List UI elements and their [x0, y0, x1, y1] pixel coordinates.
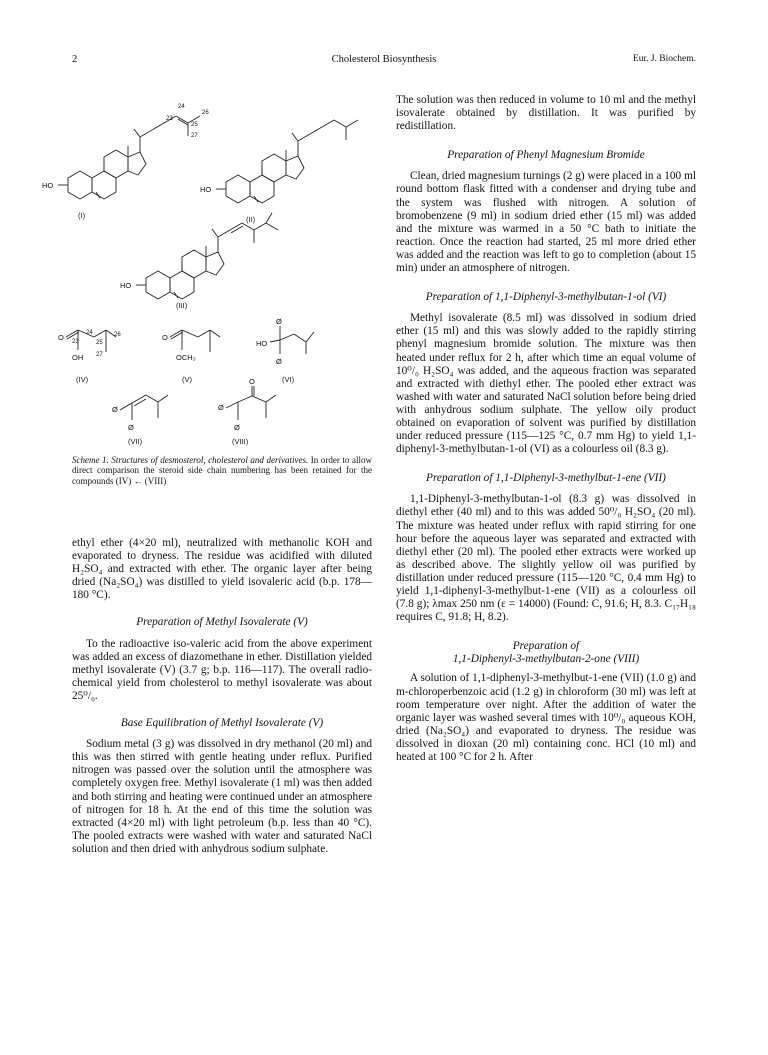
paragraph-compound-VIII: A solution of 1,1-diphenyl-3-methylbut-1-ene (VII) (1.0 g) and m-chloroperbenzoic acid (1.2 g) in chloroform (30 ml) was left at room temperature over night. After the addition of water the organic layer was washed several times with 10⁰/₀ aqueous KOH, dried (Na₂SO₄) and evaporated to dryness. The residue was dissolved in dioxan (20 ml) containing conc. HCl (10 ml) and heated at 100 °C for 2 h. After	[396, 672, 696, 764]
caption-text: In order to allow direct comparison the steroid side chain numbering has been retained for the compounds (IV) ← (VIII)	[72, 455, 372, 486]
label-o-IV: O	[58, 333, 64, 342]
label-o-V: O	[162, 333, 168, 342]
label-ho-VI: HO	[256, 339, 268, 348]
structure-I	[58, 116, 200, 199]
label-c23: 23	[166, 116, 173, 122]
journal-name: Eur. J. Biochem.	[632, 54, 696, 64]
structure-VII	[120, 395, 168, 420]
page-number: 2	[72, 54, 78, 65]
label-o-VIII: O	[249, 377, 255, 386]
label-c23-IV: 23	[72, 339, 79, 345]
compound-id-VI: (VI)	[282, 375, 295, 384]
heading-compound-VI: Preparation of 1,1-Diphenyl-3-methylbutan-1-ol (VI)	[425, 291, 667, 304]
label-ph-VII-left: Ø	[112, 405, 118, 414]
heading-compound-VII: Preparation of 1,1-Diphenyl-3-methylbut-1-ene (VII)	[426, 472, 666, 485]
page-header	[72, 54, 696, 68]
paragraph-compound-VI: Methyl isovalerate (8.5 ml) was dissolved in sodium dried ether (15 ml) and this was slowly added to the rapidly stirring phenyl magnesium bromide solution. The mixture was then heated under reflux for 2 h, after which time an equal volume of 10⁰/₀ H₂SO₄ was added, and the aqueous fraction was separated and extracted with diethyl ether. The pooled ether extract was washed with water and saturated NaCl solution before being dried with anhydrous sodium sulphate. The yellow oily product obtained on evaporation of solvent was purified by distillation under reduced pressure (115—125 °C, 0.7 mm Hg) to yield 1,1-diphenyl-3-methylbutan-1-ol (VI) as a colourless oil (8.3 g).	[396, 312, 696, 456]
compound-id-I: (I)	[78, 211, 86, 220]
right-column	[396, 94, 696, 764]
paragraph-phenyl-magnesium-bromide: Clean, dried magnesium turnings (2 g) were placed in a 100 ml round bottom flask fitted with a condenser and drying tube and the system was flushed with nitrogen. A solution of bromobenzene (9 ml) in sodium dried ether (15 ml) was added and the mixture was warmed in a 50 °C bath to initiate the reaction. Once the reaction had started, 25 ml more dried ether was added and the reaction was left to go to completion (about 15 min) under an atmosphere of nitrogen.	[396, 170, 696, 275]
label-ph-VI-bottom: Ø	[276, 357, 282, 366]
scheme-1-structures	[42, 90, 378, 450]
structure-VIII	[226, 386, 276, 420]
paragraph-top: The solution was then reduced in volume to 10 ml and the methyl isovalerate obtained by distillation. It was purified by redistillation.	[396, 94, 696, 133]
label-c24: 24	[178, 104, 185, 110]
label-c26-IV: 26	[114, 332, 121, 338]
label-ph-VII-bottom: Ø	[128, 423, 134, 432]
label-ph-VIII-bottom: Ø	[234, 423, 240, 432]
paragraph-methyl-isovalerate: To the radioactive iso-valeric acid from the above experiment was added an excess of diazomethane in ether. Distillation yielded methyl isovalerate (V) (3.7 g; b.p. 116—117). The overall radiochemical yield from cholesterol to methyl isovalerate was about 25⁰/₀.	[72, 637, 372, 702]
label-c27-IV: 27	[96, 352, 103, 358]
label-ho-I: HO	[42, 181, 54, 190]
label-ph-VIII-left: Ø	[218, 403, 224, 412]
heading-phenyl-magnesium-bromide: Preparation of Phenyl Magnesium Bromide	[447, 149, 645, 162]
label-och3-V: OCH₃	[176, 353, 196, 362]
heading-methyl-isovalerate: Preparation of Methyl Isovalerate (V)	[136, 616, 308, 629]
label-ho-III: HO	[120, 281, 132, 290]
label-c26: 26	[202, 110, 209, 116]
paragraph-compound-VII: 1,1-Diphenyl-3-methylbutan-1-ol (8.3 g) was dissolved in diethyl ether (40 ml) and to this was added 50⁰/₀ H₂SO₄ (20 ml). The mixture was heated under reflux with rapid stirring for one hour before the aqueous layer was separated and extracted with diethyl ether (20 ml). The pooled ether extracts were worked up as described above. The slightly yellow oil was purified by distillation under reduced pressure (115—120 °C, 0.4 mm Hg) to yield 1,1-diphenyl-3-methylbut-1-ene (VII) as a colourless oil (7.8 g); λmax 250 nm (ε = 14000) (Found: C, 91.6; H, 8.3. C₁₇H₁₈ requires C, 91.8; H, 8.2).	[396, 493, 696, 624]
structure-V	[170, 330, 220, 352]
running-title: Cholesterol Biosynthesis	[331, 54, 437, 65]
label-c25: 25	[191, 122, 198, 128]
label-ph-VI-top: Ø	[276, 317, 282, 326]
caption-title: Scheme 1. Structures of desmosterol, cholesterol and derivatives.	[72, 455, 309, 465]
paragraph-continued: ethyl ether (4×20 ml), neutralized with methanolic KOH and evaporated to dryness. The residue was acidified with diluted H₂SO₄ and extracted with ether. The organic layer after being dried (Na₂SO₄) was distilled to yield isovaleric acid (b.p. 178—180 °C).	[72, 537, 372, 602]
label-c27: 27	[191, 133, 198, 139]
heading-compound-VIII-line1: Preparation of	[512, 640, 580, 653]
structure-VI	[270, 326, 314, 354]
compound-id-III: (III)	[176, 301, 188, 310]
scheme-caption	[72, 455, 372, 486]
paragraph-base-equilibration: Sodium metal (3 g) was dissolved in dry methanol (20 ml) and this was then stirred with gentle heating under reflux. Purified nitrogen was passed over the solution until the atmosphere was completely oxygen free. Methyl isovalerate (1 ml) was then added and both stirring and heating were continued under an atmosphere of nitrogen for 18 h. At the end of this time the solution was extracted (4×20 ml) with light petroleum (b.p. less than 40 °C). The pooled extracts were washed with water and saturated NaCl solution and then dried with anhydrous sodium sulphate.	[72, 738, 372, 855]
structure-III	[136, 213, 278, 299]
compound-id-II: (II)	[246, 215, 256, 224]
label-oh-IV: OH	[72, 353, 84, 362]
label-ho-II: HO	[200, 185, 212, 194]
compound-id-V: (V)	[182, 375, 192, 384]
compound-id-IV: (IV)	[76, 375, 89, 384]
label-c25-IV: 25	[96, 340, 103, 346]
compound-id-VIII: (VIII)	[232, 437, 249, 446]
left-column	[72, 537, 372, 856]
structure-II	[216, 120, 358, 203]
label-c24-IV: 24	[86, 330, 93, 336]
heading-compound-VIII-line2: 1,1-Diphenyl-3-methylbutan-2-one (VIII)	[452, 653, 640, 666]
heading-base-equilibration: Base Equilibration of Methyl Isovalerate (V)	[120, 717, 324, 730]
compound-id-VII: (VII)	[128, 437, 143, 446]
